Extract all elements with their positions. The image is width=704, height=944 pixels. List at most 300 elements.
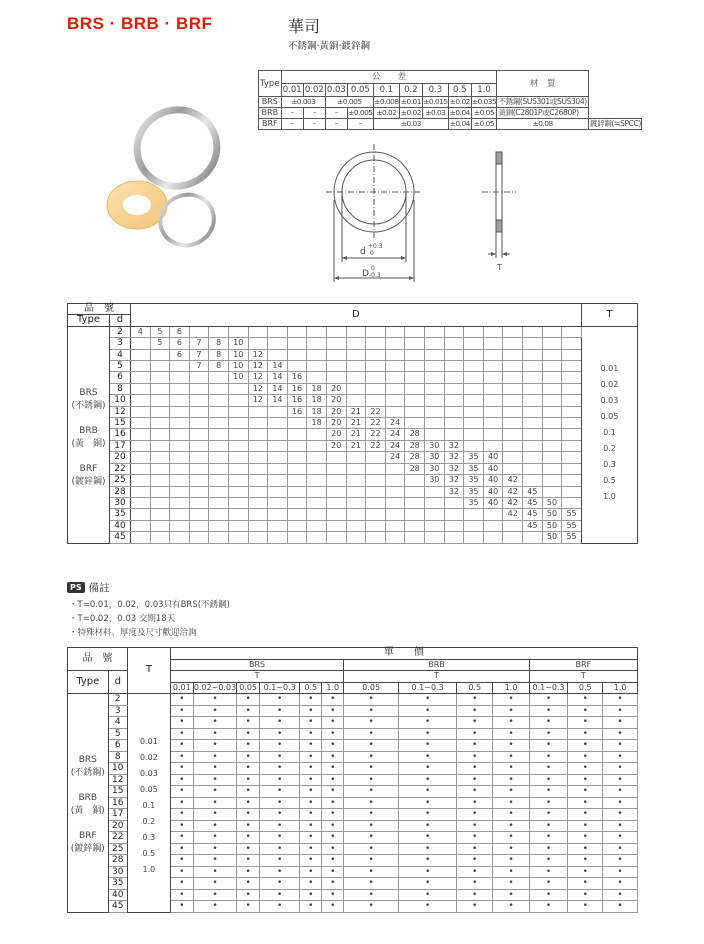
availability-dot: • (568, 855, 603, 867)
availability-dot: • (529, 820, 568, 832)
D-cell (268, 429, 288, 440)
D-cell (287, 486, 307, 497)
availability-dot: • (300, 740, 322, 752)
availability-dot: • (399, 705, 457, 717)
D-cell (483, 338, 503, 349)
type-name: (鍍鋅鋼) (71, 476, 106, 487)
availability-dot: • (300, 694, 322, 706)
D-cell: 20 (326, 395, 346, 406)
T-values (127, 694, 170, 913)
T-value: 0.05 (139, 785, 158, 794)
D-cell (248, 463, 268, 474)
D-cell (287, 475, 307, 486)
D-cell (326, 520, 346, 531)
availability-dot: • (529, 705, 568, 717)
type-header: Type (68, 671, 109, 694)
availability-dot: • (603, 832, 638, 844)
availability-dot: • (237, 820, 260, 832)
D-cell: 45 (523, 497, 543, 508)
availability-dot: • (260, 901, 300, 913)
availability-dot: • (170, 728, 193, 740)
D-cell (346, 452, 366, 463)
availability-dot: • (300, 820, 322, 832)
D-cell (483, 349, 503, 360)
D-cell (503, 338, 523, 349)
price-col-header: 1.0 (603, 682, 638, 694)
D-cell (209, 463, 229, 474)
availability-dot: • (493, 843, 529, 855)
D-cell (405, 338, 425, 349)
D-cell (209, 372, 229, 383)
d-value: 30 (108, 866, 127, 878)
d-value: 12 (108, 774, 127, 786)
D-cell (523, 440, 543, 451)
D-cell (170, 406, 190, 417)
D-cell (542, 326, 562, 337)
D-cell (130, 372, 150, 383)
availability-dot: • (193, 717, 236, 729)
D-cell (366, 497, 386, 508)
availability-dot: • (529, 809, 568, 821)
D-cell (464, 395, 484, 406)
size-row (68, 326, 638, 337)
D-cell (228, 429, 248, 440)
D-cell (464, 326, 484, 337)
availability-dot: • (322, 809, 344, 821)
D-cell (287, 349, 307, 360)
D-cell (209, 486, 229, 497)
availability-dot: • (170, 751, 193, 763)
D-cell: 6 (170, 326, 190, 337)
D-cell (248, 452, 268, 463)
availability-dot: • (457, 832, 493, 844)
D-cell (464, 532, 484, 543)
tol-cell: ±0.02 (449, 97, 470, 106)
D-cell (444, 372, 464, 383)
availability-dot: • (493, 855, 529, 867)
availability-dot: • (260, 728, 300, 740)
availability-dot: • (260, 878, 300, 890)
D-cell (523, 372, 543, 383)
price-col-header: 0.01 (170, 682, 193, 694)
D-cell (130, 497, 150, 508)
availability-dot: • (322, 740, 344, 752)
D-cell (503, 440, 523, 451)
availability-dot: • (529, 843, 568, 855)
T-value: 0.2 (603, 443, 616, 453)
availability-dot: • (322, 843, 344, 855)
availability-dot: • (457, 751, 493, 763)
availability-dot: • (237, 809, 260, 821)
D-cell: 35 (464, 463, 484, 474)
brand-title: BRS · BRB · BRF (67, 14, 213, 33)
type-name: (鍍鋅鋼) (70, 844, 105, 854)
D-cell (268, 509, 288, 520)
D-cell (209, 509, 229, 520)
price-group-t-label: T (170, 671, 343, 683)
tol-cell: ±0.008 (374, 97, 399, 106)
T-value: 0.5 (603, 475, 616, 485)
availability-dot: • (493, 832, 529, 844)
D-cell (170, 520, 190, 531)
availability-dot: • (493, 694, 529, 706)
D-cell (268, 532, 288, 543)
D-cell: 55 (562, 520, 582, 531)
availability-dot: • (322, 751, 344, 763)
availability-dot: • (603, 878, 638, 890)
D-cell (268, 452, 288, 463)
D-cell: 18 (307, 418, 327, 429)
D-cell: 24 (385, 440, 405, 451)
availability-dot: • (344, 717, 399, 729)
availability-dot: • (237, 705, 260, 717)
D-cell: 18 (307, 383, 327, 394)
D-cell (503, 383, 523, 394)
D-cell (483, 361, 503, 372)
D-cell (542, 475, 562, 486)
D-cell (170, 395, 190, 406)
D-cell (483, 418, 503, 429)
D-cell (228, 486, 248, 497)
D-cell (170, 532, 190, 543)
type-name: BRB (78, 793, 98, 803)
tol-cell: ±0.003 (281, 97, 325, 108)
availability-dot: • (237, 832, 260, 844)
D-cell (425, 497, 445, 508)
tol-cell: ±0.02 (373, 108, 399, 119)
d-label: d (360, 247, 366, 257)
D-cell (287, 429, 307, 440)
D-cell (248, 509, 268, 520)
D-cell (366, 486, 386, 497)
D-cell (170, 372, 190, 383)
tol-cell: ±0.005 (325, 97, 373, 108)
D-cell (170, 509, 190, 520)
D-cell (444, 361, 464, 372)
availability-dot: • (237, 797, 260, 809)
D-cell (366, 520, 386, 531)
D-cell (130, 486, 150, 497)
availability-dot: • (322, 797, 344, 809)
availability-dot: • (170, 694, 193, 706)
type-header: Type (68, 315, 110, 326)
availability-dot: • (603, 740, 638, 752)
availability-dot: • (170, 717, 193, 729)
availability-dot: • (529, 878, 568, 890)
d-value: 5 (108, 728, 127, 740)
availability-dot: • (493, 717, 529, 729)
D-cell (130, 418, 150, 429)
D-cell (150, 349, 170, 360)
tol-material: 黃銅(C2801P或C2680P) (497, 108, 589, 119)
D-cell: 21 (346, 429, 366, 440)
D-cell: 7 (189, 361, 209, 372)
D-cell: 12 (248, 395, 268, 406)
D-cell (228, 509, 248, 520)
D-cell: 10 (228, 372, 248, 383)
availability-dot: • (344, 694, 399, 706)
availability-dot: • (603, 809, 638, 821)
availability-dot: • (568, 820, 603, 832)
availability-dot: • (193, 889, 236, 901)
availability-dot: • (399, 774, 457, 786)
availability-dot: • (457, 901, 493, 913)
availability-dot: • (493, 878, 529, 890)
tol-cell: ±0.05 (471, 119, 497, 130)
D-cell: 30 (425, 452, 445, 463)
D-cell (189, 532, 209, 543)
D-cell: 10 (228, 338, 248, 349)
d-value: 25 (108, 843, 127, 855)
D-cell (503, 429, 523, 440)
availability-dot: • (260, 866, 300, 878)
D-cell (268, 463, 288, 474)
D-cell: 50 (542, 532, 562, 543)
D-cell (444, 395, 464, 406)
D-cell (503, 406, 523, 417)
availability-dot: • (193, 763, 236, 775)
d-value: 17 (109, 440, 130, 451)
availability-dot: • (457, 728, 493, 740)
D-cell (562, 372, 582, 383)
D-cell (170, 463, 190, 474)
D-cell (523, 452, 543, 463)
D-cell (150, 475, 170, 486)
d-value: 28 (109, 486, 130, 497)
D-cell (385, 497, 405, 508)
D-cell (170, 486, 190, 497)
availability-dot: • (529, 740, 568, 752)
d-value: 45 (108, 901, 127, 913)
availability-dot: • (300, 728, 322, 740)
D-cell (425, 509, 445, 520)
D-cell (209, 406, 229, 417)
D-cell (228, 383, 248, 394)
D-cell: 45 (523, 486, 543, 497)
type-name: (不銹鋼) (71, 400, 106, 411)
availability-dot: • (344, 889, 399, 901)
D-label: D (362, 269, 369, 279)
D-cell (523, 418, 543, 429)
D-cell: 42 (503, 486, 523, 497)
D-cell (425, 326, 445, 337)
D-cell (228, 395, 248, 406)
availability-dot: • (193, 878, 236, 890)
D-cell (444, 338, 464, 349)
availability-dot: • (493, 751, 529, 763)
price-group-name: BRS (170, 659, 343, 671)
D-cell (189, 429, 209, 440)
D-cell (150, 395, 170, 406)
tol-cell: ±0.03 (422, 108, 448, 119)
T-label: T (497, 263, 502, 272)
D-cell (228, 520, 248, 531)
availability-dot: • (260, 763, 300, 775)
D-cell: 14 (268, 383, 288, 394)
d-header: d (109, 315, 130, 326)
availability-dot: • (300, 878, 322, 890)
D-cell (248, 429, 268, 440)
D-cell (189, 326, 209, 337)
availability-dot: • (300, 832, 322, 844)
price-group-name: BRF (529, 659, 637, 671)
D-cell (503, 520, 523, 531)
D-cell: 50 (542, 509, 562, 520)
D-cell (562, 475, 582, 486)
tol-col: 0.5 (448, 84, 471, 97)
D-cell (150, 497, 170, 508)
T-value: 0.2 (142, 817, 156, 826)
D-cell (542, 338, 562, 349)
availability-dot: • (237, 843, 260, 855)
D-cell (150, 372, 170, 383)
type-name: (黃 銅) (71, 438, 106, 449)
availability-dot: • (344, 855, 399, 867)
D-cell (425, 361, 445, 372)
D-cell (542, 452, 562, 463)
availability-dot: • (300, 705, 322, 717)
availability-dot: • (170, 843, 193, 855)
availability-dot: • (322, 832, 344, 844)
D-cell: 40 (483, 497, 503, 508)
size-row (68, 349, 638, 360)
availability-dot: • (300, 751, 322, 763)
D-cell (209, 429, 229, 440)
D-cell (228, 326, 248, 337)
D-cell: 14 (268, 395, 288, 406)
availability-dot: • (568, 774, 603, 786)
D-cell (209, 383, 229, 394)
D-cell: 42 (503, 475, 523, 486)
availability-dot: • (193, 705, 236, 717)
D-cell (228, 406, 248, 417)
material-header: 材 質 (497, 71, 589, 97)
D-cell: 20 (326, 440, 346, 451)
D-cell (268, 406, 288, 417)
D-cell (425, 406, 445, 417)
D-cell: 30 (425, 440, 445, 451)
D-cell (444, 520, 464, 531)
D-cell (287, 418, 307, 429)
availability-dot: • (399, 797, 457, 809)
size-row (68, 361, 638, 372)
availability-dot: • (322, 901, 344, 913)
D-cell (307, 452, 327, 463)
D-cell (523, 475, 543, 486)
D-cell: 24 (385, 429, 405, 440)
T-value: 0.3 (603, 459, 616, 469)
price-col-header: 0.02~0.03 (193, 682, 237, 692)
D-cell (268, 349, 288, 360)
availability-dot: • (603, 797, 638, 809)
D-cell: 28 (405, 429, 425, 440)
D-cell: 6 (170, 338, 190, 349)
D-cell: 22 (366, 418, 386, 429)
type-name: BRF (79, 463, 98, 474)
D-cell: 22 (366, 429, 386, 440)
D-cell (523, 349, 543, 360)
T-value: 0.3 (142, 833, 156, 842)
D-cell (503, 349, 523, 360)
d-value: 2 (108, 694, 127, 706)
D-cell (425, 338, 445, 349)
D-cell (405, 418, 425, 429)
availability-dot: • (300, 843, 322, 855)
D-cell (425, 429, 445, 440)
D-cell (287, 452, 307, 463)
d-value: 12 (109, 406, 130, 417)
T-value: 0.02 (139, 753, 158, 762)
tol-material: 不銹鋼(SUS301或SUS304) (498, 97, 587, 106)
availability-dot: • (399, 786, 457, 798)
D-cell (444, 418, 464, 429)
availability-dot: • (568, 751, 603, 763)
D-cell (189, 497, 209, 508)
D-cell (542, 372, 562, 383)
D-cell (405, 509, 425, 520)
note-item: ・T=0.01，0.02，0.03只有BRS(不銹鋼) (69, 600, 230, 610)
d-tol-lower: 0 (370, 250, 374, 257)
availability-dot: • (344, 740, 399, 752)
D-cell (385, 463, 405, 474)
tol-cell: ±0.035 (471, 97, 497, 106)
D-cell (209, 326, 229, 337)
product-subtitle: 不銹鋼·黃銅·鍍鋅鋼 (288, 41, 371, 52)
note-item: ・特殊材料、厚度及尺寸歡迎洽詢 (69, 628, 197, 638)
size-row (68, 532, 638, 543)
part-number-header: 品 號 (68, 648, 128, 671)
D-cell: 4 (130, 326, 150, 337)
D-cell: 16 (287, 395, 307, 406)
D-cell: 32 (444, 475, 464, 486)
D-cell: 50 (542, 497, 562, 508)
tol-col: 0.3 (422, 84, 448, 97)
D-cell (464, 429, 484, 440)
D-cell (523, 383, 543, 394)
D-cell (562, 383, 582, 394)
D-cell: 21 (346, 418, 366, 429)
D-cell (307, 349, 327, 360)
D-cell (444, 509, 464, 520)
D-cell (326, 372, 346, 383)
availability-dot: • (399, 878, 457, 890)
D-cell (562, 338, 582, 349)
D-cell (287, 520, 307, 531)
D-cell (385, 406, 405, 417)
D-cell (307, 372, 327, 383)
availability-dot: • (170, 763, 193, 775)
availability-dot: • (399, 843, 457, 855)
D-cell (150, 520, 170, 531)
availability-dot: • (344, 751, 399, 763)
availability-dot: • (344, 774, 399, 786)
D-cell (444, 326, 464, 337)
availability-dot: • (322, 774, 344, 786)
type-list (68, 694, 109, 913)
D-cell (130, 509, 150, 520)
D-cell (307, 338, 327, 349)
D-cell (385, 475, 405, 486)
D-cell: 5 (150, 326, 170, 337)
D-cell (425, 372, 445, 383)
product-title: 華司 (288, 17, 321, 36)
D-cell (326, 452, 346, 463)
D-cell: 14 (268, 361, 288, 372)
D-cell (385, 326, 405, 337)
availability-dot: • (493, 728, 529, 740)
type-name: BRB (79, 425, 98, 436)
D-cell (523, 532, 543, 543)
